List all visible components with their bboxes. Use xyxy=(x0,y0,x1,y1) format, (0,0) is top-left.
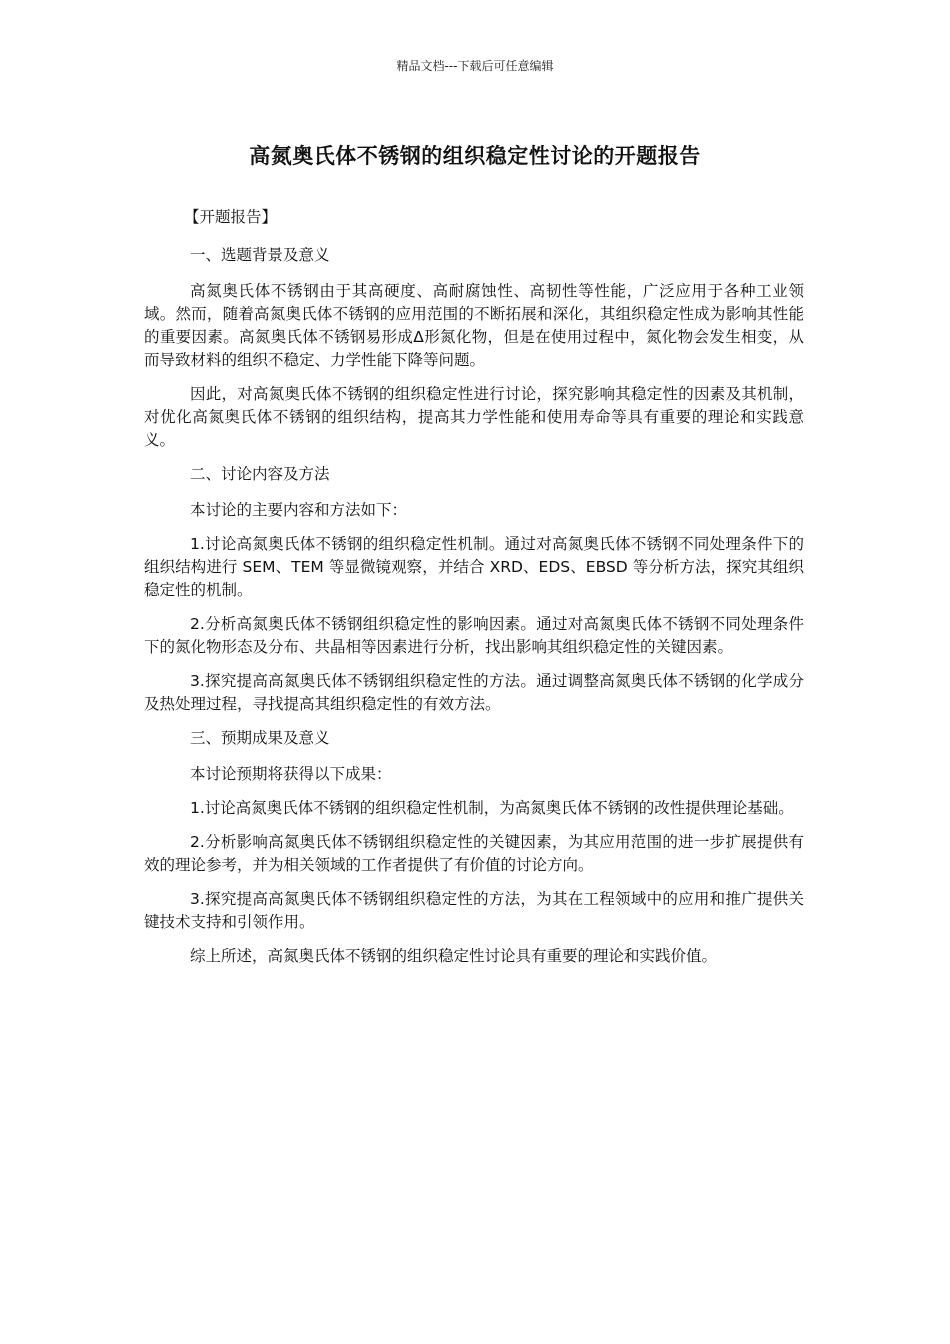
paragraph: 高氮奥氏体不锈钢由于其高硬度、高耐腐蚀性、高韧性等性能，广泛应用于各种工业领域。然而，随着高氮奥氏体不锈钢的应用范围的不断拓展和深化，其组织稳定性成为影响其性能的重要因素。高氮奥氏体不锈钢易形成Δ形氮化物，但是在使用过程中，氮化物会发生相变，从而导致材料的组织不稳定、力学性能下降等问题。 xyxy=(144,282,804,369)
list-item: 2.分析高氮奥氏体不锈钢组织稳定性的影响因素。通过对高氮奥氏体不锈钢不同处理条件下的氮化物形态及分布、共晶相等因素进行分析，找出影响其组织稳定性的关键因素。 xyxy=(144,615,804,656)
document-body xyxy=(144,206,804,979)
paragraph: 因此，对高氮奥氏体不锈钢的组织稳定性进行讨论，探究影响其稳定性的因素及其机制，对优化高氮奥氏体不锈钢的组织结构，提高其力学性能和使用寿命等具有重要的理论和实践意义。 xyxy=(144,385,804,449)
section-heading-expected-results: 三、预期成果及意义 xyxy=(190,729,330,747)
list-item: 1.讨论高氮奥氏体不锈钢的组织稳定性机制。通过对高氮奥氏体不锈钢不同处理条件下的组织结构进行 SEM、TEM 等显微镜观察，并结合 XRD、EDS、EBSD 等分析方法，探究其组织稳定性的机制。 xyxy=(144,535,804,599)
list-item: 2.分析影响高氮奥氏体不锈钢组织稳定性的关键因素，为其应用范围的进一步扩展提供有效的理论参考，并为相关领域的工作者提供了有价值的讨论方向。 xyxy=(144,833,804,874)
paragraph: 本讨论预期将获得以下成果： xyxy=(190,765,392,783)
document-title: 高氮奥氏体不锈钢的组织稳定性讨论的开题报告 xyxy=(249,144,701,168)
report-label: 【开题报告】 xyxy=(184,208,278,226)
list-item: 1.讨论高氮奥氏体不锈钢的组织稳定性机制，为高氮奥氏体不锈钢的改性提供理论基础。 xyxy=(190,799,794,817)
list-item: 3.探究提高高氮奥氏体不锈钢组织稳定性的方法，为其在工程领域中的应用和推广提供关键技术支持和引领作用。 xyxy=(144,890,804,931)
conclusion-paragraph: 综上所述，高氮奥氏体不锈钢的组织稳定性讨论具有重要的理论和实践价值。 xyxy=(190,947,718,965)
section-heading-background: 一、选题背景及意义 xyxy=(190,246,330,264)
paragraph: 本讨论的主要内容和方法如下： xyxy=(190,501,408,519)
section-heading-content-methods: 二、讨论内容及方法 xyxy=(190,465,330,483)
page-header: 精品文档---下载后可任意编辑 xyxy=(396,59,554,73)
list-item: 3.探究提高高氮奥氏体不锈钢组织稳定性的方法。通过调整高氮奥氏体不锈钢的化学成分及热处理过程，寻找提高其组织稳定性的有效方法。 xyxy=(144,672,804,713)
